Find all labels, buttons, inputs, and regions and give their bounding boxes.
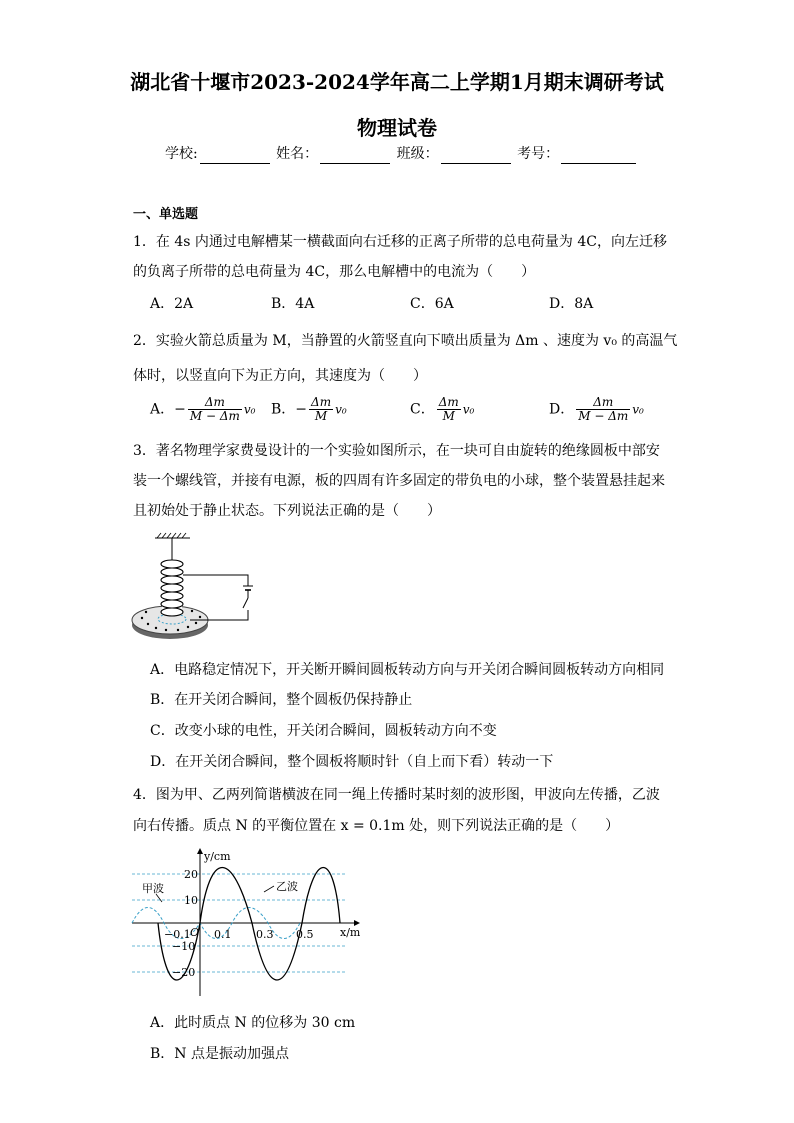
y-axis-arrow [197,848,203,854]
exam-subtitle: 物理试卷 [357,116,437,140]
q2-c-den: M [442,409,455,423]
name-label: 姓名： [276,146,319,162]
id-label: 考号： [517,146,560,162]
q1-option-a[interactable]: A．2A [150,296,194,312]
y-tick-neg10: −10 [172,940,196,953]
q3-text-line1: 3．著名物理学家费曼设计的一个实验如图所示，在一块可自由旋转的绝缘圆板中部安 [133,443,660,459]
q2-a-fraction [188,396,242,423]
q2-option-b[interactable] [271,396,347,423]
q2-b-fraction [309,396,333,423]
label-jia: 甲波 [142,882,164,895]
q3-option-b[interactable]: B．在开关闭合瞬间，整个圆板仍保持静止 [150,692,413,708]
q2-b-sign: − [295,401,308,418]
y-tick-20: 20 [184,868,198,881]
q2-c-num: Δm [438,395,459,409]
exam-title: 湖北省十堰市2023-2024学年高二上学期1月期末调研考试 [130,70,664,94]
q2-c-label: C． [410,401,435,418]
q2-option-d[interactable] [549,396,644,423]
q3-option-c[interactable]: C．改变小球的电性，开关闭合瞬间，圆板转动方向不变 [150,723,497,739]
x-tick-05: 0.5 [296,928,314,941]
section-heading: 一、单选题 [133,207,199,222]
q1-text-line1: 1．在 4s 内通过电解槽某一横截面向右迁移的正离子所带的总电荷量为 4C，向左迁移 [133,234,667,250]
q2-text-line1: 2．实验火箭总质量为 M，当静置的火箭竖直向下喷出质量为 Δm 、速度为 v₀ 的高温气 [133,333,678,349]
q4-text-line1: 4．图为甲、乙两列简谐横波在同一绳上传播时某时刻的波形图，甲波向左传播，乙波 [133,787,660,803]
q2-b-v0: v₀ [335,402,347,417]
q1-text-line2: 的负离子所带的总电荷量为 4C，那么电解槽中的电流为（ ） [133,264,536,280]
x-axis-label: x/m [340,926,361,939]
q4-option-b[interactable]: B．N 点是振动加强点 [150,1046,289,1062]
q2-option-c[interactable] [410,396,474,423]
label-yi: 乙波 [276,880,298,893]
q2-option-a[interactable] [150,396,255,423]
q2-d-fraction [576,396,630,423]
q3-text-line2: 装一个螺线管，并接有电源，板的四周有许多固定的带负电的小球，整个装置悬挂起来 [133,473,665,489]
q2-a-label: A． [150,401,175,418]
id-blank[interactable] [561,149,636,164]
jia-pointer [156,894,162,902]
q3-option-d[interactable]: D．在开关闭合瞬间，整个圆板将顺时针（自上而下看）转动一下 [150,754,554,770]
school-blank[interactable] [200,149,270,164]
origin-label: O [190,926,200,939]
q1-option-b[interactable]: B．4A [271,296,315,312]
x-tick-01: 0.1 [214,928,232,941]
wave-figure [128,844,368,1000]
q1-option-d[interactable]: D．8A [549,296,594,312]
class-blank[interactable] [441,149,511,164]
y-axis-label: y/cm [204,850,231,863]
q2-b-den: M [314,409,328,423]
yi-pointer [264,886,274,892]
q2-d-den: M − Δm [578,409,629,423]
q3-text-line3: 且初始处于静止状态。下列说法正确的是（ ） [133,503,441,519]
q2-text-line2: 体时，以竖直向下为正方向，其速度为（ ） [133,368,427,384]
name-blank[interactable] [320,149,390,164]
class-label: 班级： [396,146,439,162]
q4-option-a[interactable]: A．此时质点 N 的位移为 30 cm [150,1015,356,1031]
q1-option-c[interactable]: C．6A [410,296,454,312]
q2-b-label: B． [271,401,296,418]
q3-option-a[interactable]: A．电路稳定情况下，开关断开瞬间圆板转动方向与开关闭合瞬间圆板转动方向相同 [150,662,665,678]
q2-c-v0: v₀ [462,402,475,417]
q2-d-num: Δm [576,396,630,410]
q2-a-num: Δm [188,396,242,410]
x-tick-03: 0.3 [256,928,274,941]
y-tick-neg20: −20 [172,966,196,979]
school-label: 学校: [165,146,198,162]
q2-d-v0: v₀ [632,402,644,417]
q2-a-v0: v₀ [243,402,256,417]
q2-a-den: M − Δm [189,409,240,423]
q2-d-label: D． [549,401,575,418]
solenoid-disc-figure [130,530,262,648]
q2-a-sign: − [174,401,186,418]
student-info-fields [165,144,638,164]
q2-c-fraction [437,396,461,423]
q4-text-line2: 向右传播。质点 N 的平衡位置在 x = 0.1m 处，则下列说法正确的是（ ） [133,818,620,834]
q2-b-num: Δm [311,395,332,409]
wave-yi [158,868,340,981]
x-tick-neg01: −0.1 [164,928,191,941]
y-tick-10: 10 [184,894,198,907]
